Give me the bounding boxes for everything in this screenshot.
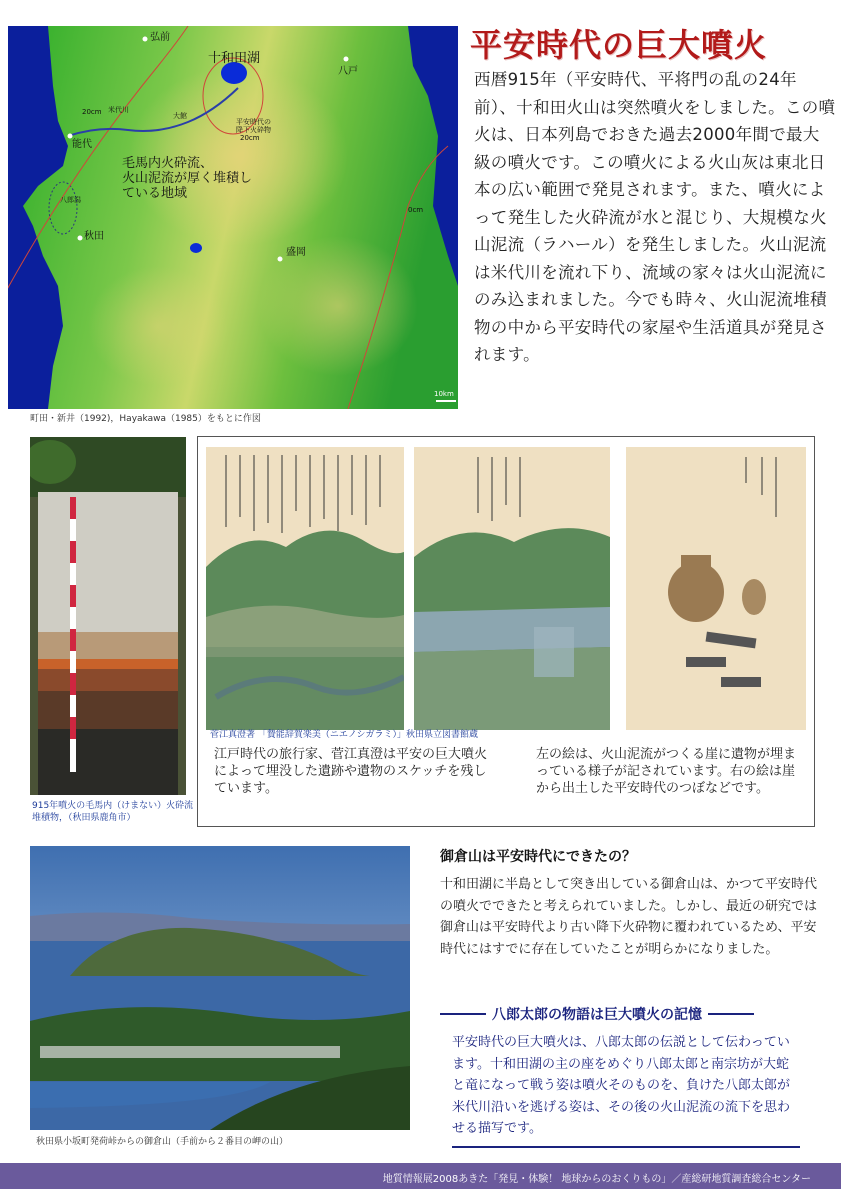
label-hachinohe: 八戸	[338, 66, 358, 77]
fall-label-1: 平安時代の	[236, 118, 271, 126]
city-dot	[143, 37, 148, 42]
sketch-credit: 菅江真澄著 「贄能辞賀楽美（ニエノシガラミ）」秋田県立図書館蔵	[210, 730, 479, 740]
hachiro-heading-row	[440, 1004, 830, 1024]
footer-bar	[0, 1163, 841, 1189]
intro-text: 西暦915年（平安時代、平将門の乱の24年前）、十和田火山は突然噴火をしました。この噴火は、日本列島でおきた過去2000年間で最大級の噴火です。この噴火による火山灰は東北日本の広い範囲で発見されます。また、噴火によって発生した火砕流が水と混じり、大規模な火山泥流（ラハール）を発生しました。火山泥流は米代川を流れ下り、流域の家々は火山泥流にのみ込まれました。今でも時々、火山泥流堆積物の中から平安時代の家屋や生活道具が発見されます。	[474, 70, 836, 364]
footer-text: 地質情報展2008あきた「発見・体験！ 地球からのおくりもの」／産総研地質調査総合センター	[382, 1174, 811, 1185]
city-dot	[278, 257, 283, 262]
sketch-text-right: 左の絵は、火山泥流がつくる崖に遺物が埋まっている様子が記されています。右の絵は崖から出土した平安時代のつぼなどです。	[536, 747, 797, 796]
label-towada: 十和田湖	[208, 51, 261, 66]
page-title: 平安時代の巨大噴火	[470, 26, 768, 64]
label-hachirogata: 八郎潟	[60, 196, 81, 204]
sketch-text-left: 江戸時代の旅行家、菅江真澄は平安の巨大噴火によって埋没した遺跡や遺物のスケッチを残しています。	[214, 747, 488, 796]
label-yoneshiro: 米代川	[108, 106, 129, 114]
heading-rule-left	[440, 1013, 486, 1015]
city-dot	[68, 134, 73, 139]
sketch-panel-right	[626, 447, 806, 730]
contour-label-a: 20cm	[82, 108, 102, 116]
map-caption: 町田・新井（1992)，Hayakawa（1985）をもとに作図	[30, 414, 261, 424]
heading-rule-right	[708, 1013, 754, 1015]
hachiro-body: 平安時代の巨大噴火は、八郎太郎の伝説として伝わっています。十和田湖の主の座をめぐり八郎太郎と南宗坊が大蛇と竜になって戦う姿は噴火そのものを、負けた八郎太郎が米代川沿いを逃げる姿は、その後の火山泥流の流下を思わせる描写です。	[452, 1032, 800, 1148]
outcrop-photo	[30, 437, 186, 795]
contour-label-b: 0cm	[408, 206, 424, 214]
lake-photo	[30, 846, 410, 1130]
label-akita: 秋田	[84, 231, 104, 242]
city-dot	[344, 57, 349, 62]
question-heading: 御倉山は平安時代にできたの？	[440, 849, 636, 865]
flow-label-3: ている地域	[122, 186, 188, 201]
hachiro-heading: 八郎太郎の物語は巨大噴火の記憶	[492, 1007, 702, 1023]
sketch-frame	[197, 436, 815, 827]
fall-label-3: 20cm	[240, 134, 260, 142]
question-body: 十和田湖に半島として突き出している御倉山は、かつて平安時代の噴火でできたと考えられていました。しかし、最近の研究では御倉山は平安時代より古い降下火砕物に覆われているため、平安時代にはすでに存在していたことが明らかになりました。	[440, 877, 818, 957]
city-dot	[78, 236, 83, 241]
flow-label-2: 火山泥流が厚く堆積し	[122, 171, 253, 186]
fall-label-2: 降下火砕物	[236, 126, 271, 134]
relief-map	[8, 26, 458, 409]
label-hirosaki: 弘前	[150, 32, 170, 43]
jar-sketch	[668, 562, 724, 622]
lake-caption: 秋田県小坂町発荷峠からの御倉山（手前から２番目の岬の山）	[36, 1137, 289, 1147]
sketch-panel-left	[206, 447, 404, 730]
sketch-panel-middle	[414, 447, 610, 730]
outcrop-caption: 915年噴火の毛馬内（けまない）火砕流堆積物，（秋田県鹿角市）	[32, 801, 194, 823]
map-graphic	[8, 26, 458, 409]
flow-label-1: 毛馬内火砕流、	[122, 156, 214, 171]
label-odate: 大館	[173, 112, 187, 120]
label-noshiro: 能代	[72, 139, 92, 150]
scale-label: 10km	[434, 390, 454, 398]
label-morioka: 盛岡	[286, 247, 306, 258]
